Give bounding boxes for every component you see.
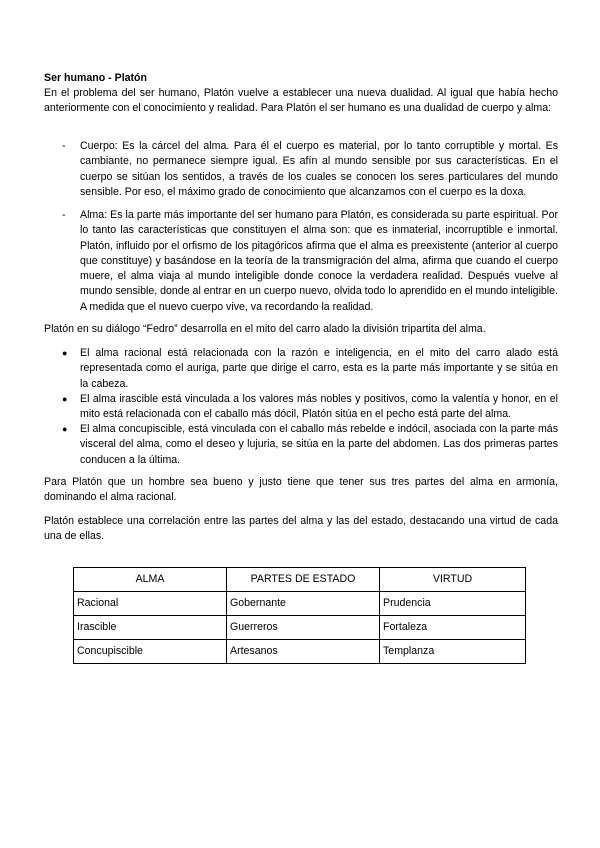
table-header-cell: ALMA	[74, 568, 227, 592]
table-header-cell: PARTES DE ESTADO	[227, 568, 380, 592]
fedro-paragraph: Platón en su diálogo “Fedro” desarrolla en el mito del carro alado la división tripartita del alma.	[44, 323, 486, 335]
list-item-text: Alma: Es la parte más importante del ser humano para Platón, es considerada su parte espiritual. Por lo tanto las características que constituyen el alma son: que es inmaterial, incorruptible e inmortal. Platón, influido por el orfismo de los pitagóricos afirma que el alma es preexistente (anterior al cuerpo que constituye) y basándose en la teoría de la transmigración del alma, afirma que cuando el cuerpo muere, el alma viaja al mundo inteligible donde conoce la verdadera realidad. Después vuelve al mundo sensible, donde al entrar en un cuerpo nuevo, olvida todo lo aprendido en el mundo inteligible. A medida que el nuevo cuerpo vive, va recordando la realidad.	[80, 209, 558, 313]
dash-marker: -	[62, 140, 66, 152]
table-row	[74, 592, 526, 616]
table-cell: Irascible	[74, 616, 227, 640]
list-item-cuerpo	[62, 139, 558, 200]
table-cell: Prudencia	[380, 592, 526, 616]
bullet-item-concupiscible	[62, 422, 558, 468]
list-item-alma	[62, 208, 558, 315]
soul-state-table	[73, 567, 526, 664]
table-row	[74, 640, 526, 664]
bullet-item-text: El alma irascible está vinculada a los valores más nobles y positivos, como la valentía y honor, en el mito está relacionada con el caballo más dócil, Platón sitúa en el pecho está parte del alma.	[80, 393, 558, 421]
state-paragraph: Platón establece una correlación entre las partes del alma y las del estado, destacando una virtud de cada una de ellas.	[44, 515, 558, 543]
table-cell: Artesanos	[227, 640, 380, 664]
table-cell: Concupiscible	[74, 640, 227, 664]
list-item-text: Cuerpo: Es la cárcel del alma. Para él el cuerpo es material, por lo tanto corruptible y mortal. Es cambiante, no permanece siempre igual. Es afín al mundo sensible por sus características. En el cuerpo se sitúan los sentidos, a través de los cuales se conocen los seres particulares del mundo sensible. Por eso, el máximo grado de conocimiento que alcanzamos con el cuerpo es la doxa.	[80, 140, 558, 198]
table-cell: Guerreros	[227, 616, 380, 640]
harmony-paragraph: Para Platón que un hombre sea bueno y justo tiene que tener sus tres partes del alma en armonía, dominando el alma racional.	[44, 476, 558, 504]
table-cell: Gobernante	[227, 592, 380, 616]
bullet-marker: ●	[62, 394, 68, 404]
table-header-cell: VIRTUD	[380, 568, 526, 592]
intro-paragraph: En el problema del ser humano, Platón vuelve a establecer una nueva dualidad. Al igual que había hecho anteriormente con el conocimiento y realidad. Para Platón el ser humano es una dualidad de cuerpo y alma:	[44, 87, 558, 115]
bullet-item-irascible	[62, 392, 558, 423]
table-cell: Templanza	[380, 640, 526, 664]
bullet-marker: ●	[62, 348, 68, 358]
bullet-item-racional	[62, 346, 558, 392]
dash-marker: -	[62, 209, 66, 221]
bullet-marker: ●	[62, 424, 68, 434]
table-cell: Fortaleza	[380, 616, 526, 640]
table-header-row	[74, 568, 526, 592]
section-title: Ser humano - Platón	[44, 72, 148, 84]
table-cell: Racional	[74, 592, 227, 616]
bullet-item-text: El alma racional está relacionada con la razón e inteligencia, en el mito del carro alado está representada como el auriga, parte que dirige el carro, esta es la parte más importante y se sitúa en la cabeza.	[80, 347, 558, 390]
table-row	[74, 616, 526, 640]
bullet-item-text: El alma concupiscible, está vinculada con el caballo más rebelde e indócil, asociada con la parte más visceral del alma, como el deseo y lujuria, se sitúa en la parte del abdomen. Las dos primeras partes conducen a la última.	[80, 423, 558, 466]
